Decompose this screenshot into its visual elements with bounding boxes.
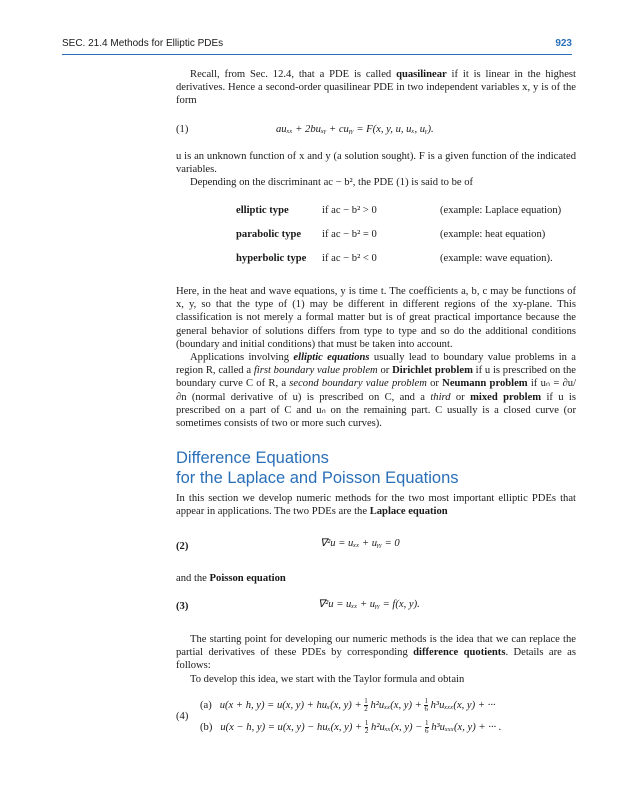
eq1-label: (1) — [176, 124, 189, 135]
eq2-label: (2) — [176, 541, 189, 552]
section-title: Difference Equations for the Laplace and Poisson Equations — [176, 449, 459, 487]
and-the-line: and the Poisson equation — [176, 573, 286, 584]
term-quasilinear: quasilinear — [396, 69, 447, 80]
eq4-label: (4) — [176, 711, 189, 722]
page-number: 923 — [555, 38, 572, 49]
classification-paragraph: Here, in the heat and wave equations, y is time t. The coefficients a, b, c may be functions of x, y, so that the type of (1) may be different in different regions of the xy-plane. This classification is not merely a formal matter but is of great practical importance because the general behavior of solutions differs from type to type and so do the additional conditions (boundary and initial conditions) that must be taken into account. Applications involving elliptic equations usually lead to boundary value problems in a region R, called a first boundary value problem or Dirichlet problem if u is prescribed on the boundary curve C of R, a second boundary value problem or Neumann problem if uₙ = ∂u/∂n (normal derivative of u) is prescribed on C, and a third or mixed problem if u is prescribed on a part of C and uₙ on the remaining part. C usually is a closed curve (or sometimes consists of two or more such curves). — [176, 286, 577, 430]
intro-paragraph: Recall, from Sec. 12.4, that a PDE is called quasilinear if it is linear in the highest derivatives. Hence a second-order quasilinear PDE in two independent variables x, y is of the form — [176, 69, 576, 107]
unknown-paragraph: u is an unknown function of x and y (a solution sought). F is a given function of the indicated variables. Depending on the discriminant ac − b², the PDE (1) is said to be of — [176, 151, 576, 189]
type-row-hyperbolic: hyperbolic type if ac − b² < 0 (example: wave equation). — [236, 252, 553, 264]
equation-4b: (b) u(x − h, y) = u(x, y) − huₓ(x, y) + $\frac{1}{2}$ h²uₓₓ(x, y) − $\frac{1}{6}$ h³uₓₓₓ(x, y) + ··· . — [200, 719, 502, 735]
eq3-label: (3) — [176, 601, 189, 612]
equation-1: auₓₓ + 2buₓᵧ + cuᵧᵧ = F(x, y, u, uₓ, uᵧ). — [276, 124, 434, 135]
running-header — [62, 38, 572, 52]
equation-2: ∇²u = uₓₓ + uᵧᵧ = 0 — [320, 538, 400, 549]
type-row-elliptic: elliptic type if ac − b² > 0 (example: Laplace equation) — [236, 204, 562, 216]
equation-3: ∇²u = uₓₓ + uᵧᵧ = f(x, y). — [318, 599, 420, 610]
equation-4a: (a) u(x + h, y) = u(x, y) + huₓ(x, y) + $\frac{1}{2}$ h²uₓₓ(x, y) + $\frac{1}{6}$ h³uₓₓₓ(x, y) + ··· — [200, 697, 496, 713]
term-poisson: Poisson equation — [209, 573, 286, 584]
term-laplace: Laplace equation — [369, 506, 448, 518]
pde-types-table — [236, 198, 567, 270]
term-difference-quotients: difference quotients — [413, 647, 506, 659]
starting-paragraph: The starting point for developing our numeric methods is the idea that we can replace the partial derivatives of these PDEs by corresponding difference quotients. Details are as follows: To develop this idea, we start with the Taylor formula and obtain — [176, 634, 577, 685]
applications-paragraph: Applications involving elliptic equations usually lead to boundary value problems in a region R, called a first boundary value problem or Dirichlet problem if u is prescribed on the boundary curve C of R, a second boundary value problem or Neumann problem if uₙ = ∂u/∂n (normal derivative of u) is prescribed on C, and a third or mixed problem if u is prescribed on a part of C and uₙ on the remaining part. C usually is a closed curve (or sometimes consists of two or more such curves). — [176, 352, 577, 430]
section-header: SEC. 21.4 Methods for Elliptic PDEs — [62, 38, 224, 49]
type-row-parabolic: parabolic type if ac − b² = 0 (example: heat equation) — [236, 228, 546, 240]
section-intro: In this section we develop numeric methods for the two most important elliptic PDEs that appear in applications. The two PDEs are the Laplace equation — [176, 493, 576, 518]
header-rule — [62, 54, 572, 55]
